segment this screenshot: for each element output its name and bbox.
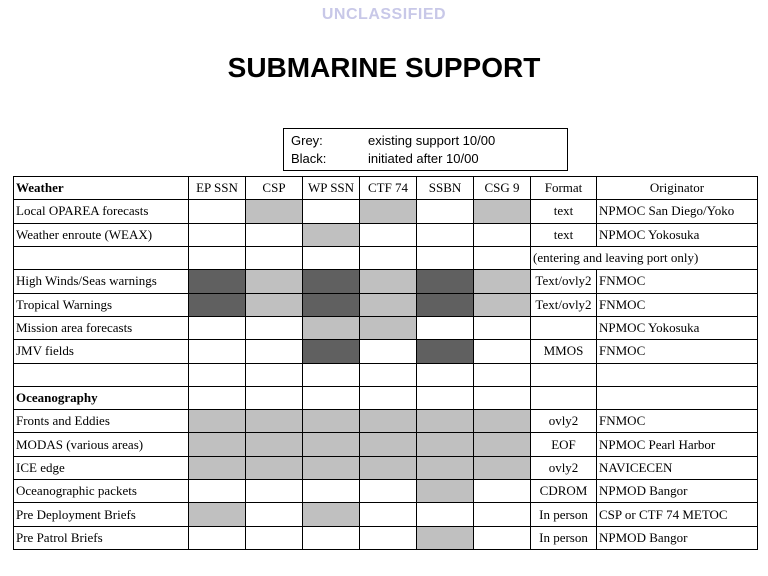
table-row <box>14 363 758 386</box>
originator-cell: CSP or CTF 74 METOC <box>597 503 758 526</box>
support-cell-existing <box>474 410 531 433</box>
column-header: EP SSN <box>189 177 246 200</box>
table-row <box>14 223 758 246</box>
support-cell-existing <box>360 293 417 316</box>
originator-cell: FNMOC <box>597 293 758 316</box>
support-cell-empty <box>246 480 303 503</box>
support-cell-empty <box>189 316 246 339</box>
support-cell-empty <box>360 363 417 386</box>
support-cell-empty <box>303 363 360 386</box>
originator-cell: NPMOC Yokosuka <box>597 223 758 246</box>
table-row <box>14 526 758 549</box>
row-label: MODAS (various areas) <box>14 433 189 456</box>
support-cell-empty <box>246 246 303 269</box>
support-cell-existing <box>474 293 531 316</box>
row-label: JMV fields <box>14 340 189 363</box>
support-cell-existing <box>246 410 303 433</box>
support-cell-existing <box>360 200 417 223</box>
format-cell: In person <box>531 503 597 526</box>
support-cell-existing <box>474 433 531 456</box>
table-row <box>14 480 758 503</box>
column-header: CSG 9 <box>474 177 531 200</box>
support-cell-existing <box>246 270 303 293</box>
support-table <box>13 176 758 550</box>
format-cell: CDROM <box>531 480 597 503</box>
column-header: CSP <box>246 177 303 200</box>
section-header-weather: Weather <box>14 177 189 200</box>
support-cell-existing <box>303 503 360 526</box>
support-cell-existing <box>360 410 417 433</box>
support-cell-existing <box>303 433 360 456</box>
row-label: Pre Deployment Briefs <box>14 503 189 526</box>
support-cell-empty <box>360 386 417 409</box>
table-row <box>14 293 758 316</box>
support-cell-empty <box>417 363 474 386</box>
support-cell-existing <box>303 316 360 339</box>
row-label <box>14 363 189 386</box>
format-cell: MMOS <box>531 340 597 363</box>
support-cell-existing <box>189 503 246 526</box>
page-title: SUBMARINE SUPPORT <box>227 52 541 83</box>
row-label <box>14 246 189 269</box>
support-cell-existing <box>189 410 246 433</box>
support-cell-existing <box>303 223 360 246</box>
support-cell-existing <box>303 410 360 433</box>
section-header-oceanography: Oceanography <box>14 386 189 409</box>
support-cell-existing <box>303 456 360 479</box>
support-cell-empty <box>360 526 417 549</box>
support-cell-new <box>189 270 246 293</box>
support-cell-existing <box>360 433 417 456</box>
support-cell-empty <box>303 480 360 503</box>
support-cell-empty <box>189 223 246 246</box>
support-cell-empty <box>189 386 246 409</box>
originator-cell: NPMOC Pearl Harbor <box>597 433 758 456</box>
support-cell-existing <box>417 480 474 503</box>
support-cell-new <box>303 293 360 316</box>
support-cell-empty <box>360 340 417 363</box>
table-header-row <box>14 177 758 200</box>
originator-cell: NPMOD Bangor <box>597 526 758 549</box>
originator-cell <box>597 363 758 386</box>
support-cell-existing <box>246 293 303 316</box>
table-row <box>14 386 758 409</box>
support-cell-empty <box>189 480 246 503</box>
support-cell-new <box>417 340 474 363</box>
legend-value: existing support 10/00 <box>368 133 496 148</box>
format-cell: ovly2 <box>531 456 597 479</box>
support-cell-existing <box>189 456 246 479</box>
table-row <box>14 503 758 526</box>
support-cell-empty <box>246 503 303 526</box>
support-cell-empty <box>303 526 360 549</box>
support-cell-empty <box>360 223 417 246</box>
support-cell-empty <box>303 386 360 409</box>
support-cell-empty <box>417 316 474 339</box>
support-cell-existing <box>189 433 246 456</box>
support-cell-empty <box>474 526 531 549</box>
support-cell-existing <box>360 316 417 339</box>
column-header: CTF 74 <box>360 177 417 200</box>
table-row <box>14 270 758 293</box>
support-cell-empty <box>417 386 474 409</box>
originator-cell: NPMOC San Diego/Yoko <box>597 200 758 223</box>
support-cell-existing <box>474 270 531 293</box>
support-cell-existing <box>417 456 474 479</box>
support-cell-empty <box>189 246 246 269</box>
support-cell-existing <box>417 410 474 433</box>
format-cell <box>531 316 597 339</box>
originator-cell <box>597 386 758 409</box>
format-cell <box>531 363 597 386</box>
legend-value: initiated after 10/00 <box>368 151 479 166</box>
support-cell-empty <box>189 200 246 223</box>
row-label: Mission area forecasts <box>14 316 189 339</box>
support-cell-existing <box>246 433 303 456</box>
support-cell-existing <box>246 456 303 479</box>
table-row <box>14 340 758 363</box>
support-cell-empty <box>246 223 303 246</box>
originator-cell: FNMOC <box>597 340 758 363</box>
originator-cell: NAVICECEN <box>597 456 758 479</box>
originator-cell: NPMOC Yokosuka <box>597 316 758 339</box>
table-row <box>14 433 758 456</box>
support-cell-empty <box>474 316 531 339</box>
support-cell-empty <box>189 526 246 549</box>
support-cell-empty <box>303 200 360 223</box>
format-note: (entering and leaving port only) <box>531 246 758 269</box>
support-cell-empty <box>246 363 303 386</box>
color-legend <box>283 128 568 171</box>
support-cell-empty <box>360 246 417 269</box>
support-cell-new <box>303 270 360 293</box>
support-cell-empty <box>474 363 531 386</box>
row-label: High Winds/Seas warnings <box>14 270 189 293</box>
support-cell-empty <box>474 246 531 269</box>
support-cell-existing <box>474 456 531 479</box>
support-cell-empty <box>417 503 474 526</box>
row-label: Pre Patrol Briefs <box>14 526 189 549</box>
support-cell-empty <box>474 480 531 503</box>
classification-banner: UNCLASSIFIED <box>321 6 447 23</box>
format-cell: ovly2 <box>531 410 597 433</box>
format-cell: Text/ovly2 <box>531 293 597 316</box>
support-cell-existing <box>360 270 417 293</box>
originator-cell: FNMOC <box>597 270 758 293</box>
column-header: Format <box>531 177 597 200</box>
legend-key: Black: <box>291 151 327 166</box>
table-row <box>14 246 758 269</box>
support-cell-new <box>189 293 246 316</box>
support-cell-empty <box>303 246 360 269</box>
row-label: Fronts and Eddies <box>14 410 189 433</box>
support-cell-empty <box>246 316 303 339</box>
row-label: Tropical Warnings <box>14 293 189 316</box>
table-row <box>14 410 758 433</box>
row-label: Oceanographic packets <box>14 480 189 503</box>
support-cell-existing <box>417 433 474 456</box>
column-header: WP SSN <box>303 177 360 200</box>
support-cell-existing <box>474 200 531 223</box>
format-cell: text <box>531 200 597 223</box>
legend-row-black <box>291 150 567 168</box>
support-cell-empty <box>474 386 531 409</box>
support-cell-existing <box>417 526 474 549</box>
support-cell-empty <box>474 340 531 363</box>
support-cell-existing <box>360 456 417 479</box>
table-row <box>14 200 758 223</box>
column-header: Originator <box>597 177 758 200</box>
originator-cell: FNMOC <box>597 410 758 433</box>
support-cell-empty <box>360 480 417 503</box>
support-cell-empty <box>417 200 474 223</box>
support-cell-new <box>417 270 474 293</box>
support-cell-empty <box>474 503 531 526</box>
table-row <box>14 316 758 339</box>
format-cell: EOF <box>531 433 597 456</box>
format-cell <box>531 386 597 409</box>
row-label: Weather enroute (WEAX) <box>14 223 189 246</box>
support-cell-empty <box>417 223 474 246</box>
support-cell-empty <box>246 386 303 409</box>
support-cell-empty <box>474 223 531 246</box>
support-cell-empty <box>189 363 246 386</box>
support-cell-existing <box>246 200 303 223</box>
row-label: Local OPAREA forecasts <box>14 200 189 223</box>
table-row <box>14 456 758 479</box>
row-label: ICE edge <box>14 456 189 479</box>
legend-row-grey <box>291 132 567 150</box>
support-cell-empty <box>417 246 474 269</box>
format-cell: In person <box>531 526 597 549</box>
support-cell-new <box>417 293 474 316</box>
support-cell-empty <box>360 503 417 526</box>
format-cell: text <box>531 223 597 246</box>
legend-key: Grey: <box>291 133 323 148</box>
support-cell-empty <box>246 340 303 363</box>
format-cell: Text/ovly2 <box>531 270 597 293</box>
support-cell-empty <box>189 340 246 363</box>
support-cell-empty <box>246 526 303 549</box>
originator-cell: NPMOD Bangor <box>597 480 758 503</box>
support-cell-new <box>303 340 360 363</box>
column-header: SSBN <box>417 177 474 200</box>
